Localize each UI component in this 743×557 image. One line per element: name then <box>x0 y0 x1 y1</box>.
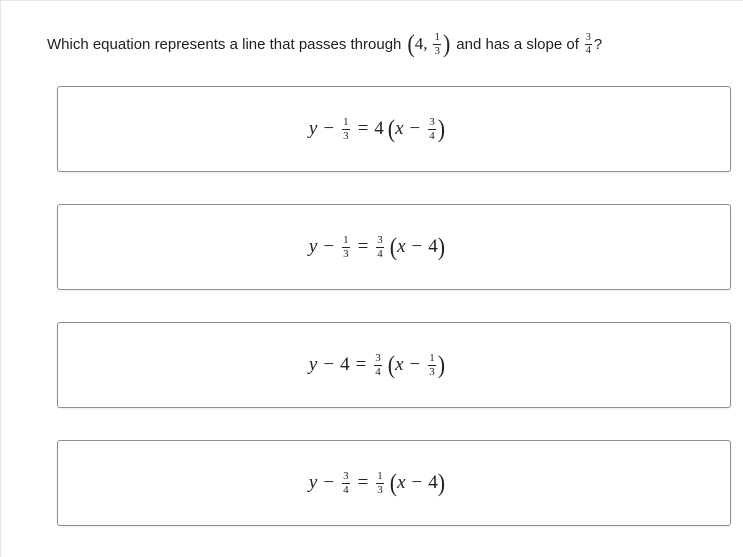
rhs-operator: − <box>409 118 421 139</box>
rhs-value: 4 <box>428 472 438 493</box>
lhs-numerator: 1 <box>343 233 349 246</box>
rhs-value: 4 <box>428 236 438 257</box>
slope-fraction <box>585 33 592 56</box>
rhs-coefficient-denominator: 3 <box>377 483 383 496</box>
slope-denominator: 4 <box>585 44 591 56</box>
rhs-coefficient-denominator: 4 <box>375 365 381 378</box>
close-paren: ) <box>437 468 446 497</box>
lhs-numerator: 1 <box>343 115 349 128</box>
point-y-numerator: 1 <box>434 30 440 43</box>
rhs-variable: x <box>395 118 404 139</box>
close-paren: ) <box>437 232 446 261</box>
rhs-coefficient-numerator: 1 <box>377 469 383 482</box>
rhs-coefficient-fraction <box>376 235 384 260</box>
lhs-fraction <box>342 235 350 260</box>
lhs-operator: − <box>323 354 335 375</box>
equals-sign: = <box>357 236 369 257</box>
answer-choice-1[interactable] <box>57 86 731 172</box>
rhs-numerator: 1 <box>429 351 435 364</box>
open-paren: ( <box>387 114 396 143</box>
rhs-denominator: 4 <box>429 129 435 142</box>
choice-4-equation <box>308 468 446 497</box>
open-paren: ( <box>389 232 398 261</box>
lhs-variable: y <box>308 472 318 493</box>
choice-1-equation <box>308 114 446 143</box>
rhs-variable: x <box>395 354 404 375</box>
open-paren: ( <box>387 350 396 379</box>
lhs-denominator: 3 <box>343 129 349 142</box>
open-paren: ( <box>407 29 415 58</box>
lhs-variable: y <box>308 354 318 375</box>
choice-2-equation <box>308 232 446 261</box>
lhs-variable: y <box>308 236 318 257</box>
lhs-fraction <box>342 471 350 496</box>
lhs-variable: y <box>308 118 318 139</box>
rhs-operator: − <box>411 236 423 257</box>
rhs-coefficient-numerator: 3 <box>375 351 381 364</box>
rhs-operator: − <box>411 472 423 493</box>
lhs-operator: − <box>323 118 335 139</box>
question-slope <box>583 33 594 56</box>
rhs-denominator: 3 <box>429 365 435 378</box>
rhs-fraction <box>428 353 436 378</box>
open-paren: ( <box>389 468 398 497</box>
close-paren: ) <box>442 29 451 58</box>
rhs-coefficient: 4 <box>374 118 384 139</box>
question-middle: and has a slope of <box>456 35 579 53</box>
rhs-fraction <box>428 117 436 142</box>
lhs-operator: − <box>323 472 335 493</box>
rhs-variable: x <box>397 472 406 493</box>
close-paren: ) <box>437 350 446 379</box>
equals-sign: = <box>357 472 369 493</box>
question-prompt <box>47 31 602 57</box>
rhs-operator: − <box>409 354 421 375</box>
equals-sign: = <box>357 118 369 139</box>
point-y-fraction <box>433 32 441 57</box>
rhs-coefficient-fraction <box>374 353 382 378</box>
lhs-numerator: 3 <box>343 469 349 482</box>
rhs-variable: x <box>397 236 406 257</box>
answer-choice-4[interactable] <box>57 440 731 526</box>
choice-3-equation <box>308 350 446 379</box>
close-paren: ) <box>437 114 446 143</box>
equals-sign: = <box>355 354 367 375</box>
lhs-operator: − <box>323 236 335 257</box>
rhs-coefficient-numerator: 3 <box>377 233 383 246</box>
rhs-coefficient-denominator: 4 <box>377 247 383 260</box>
answer-choice-2[interactable] <box>57 204 731 290</box>
rhs-numerator: 3 <box>429 115 435 128</box>
question-suffix: ? <box>593 35 603 53</box>
lhs-denominator: 4 <box>343 483 349 496</box>
rhs-coefficient-fraction <box>376 471 384 496</box>
point-y-denominator: 3 <box>434 44 440 57</box>
lhs-value: 4 <box>340 354 350 375</box>
slope-numerator: 3 <box>585 31 591 43</box>
question-point <box>407 29 451 58</box>
point-x: 4, <box>414 34 428 53</box>
question-prefix: Which equation represents a line that passes through <box>47 35 402 53</box>
answer-choice-3[interactable] <box>57 322 731 408</box>
lhs-denominator: 3 <box>343 247 349 260</box>
lhs-fraction <box>342 117 350 142</box>
